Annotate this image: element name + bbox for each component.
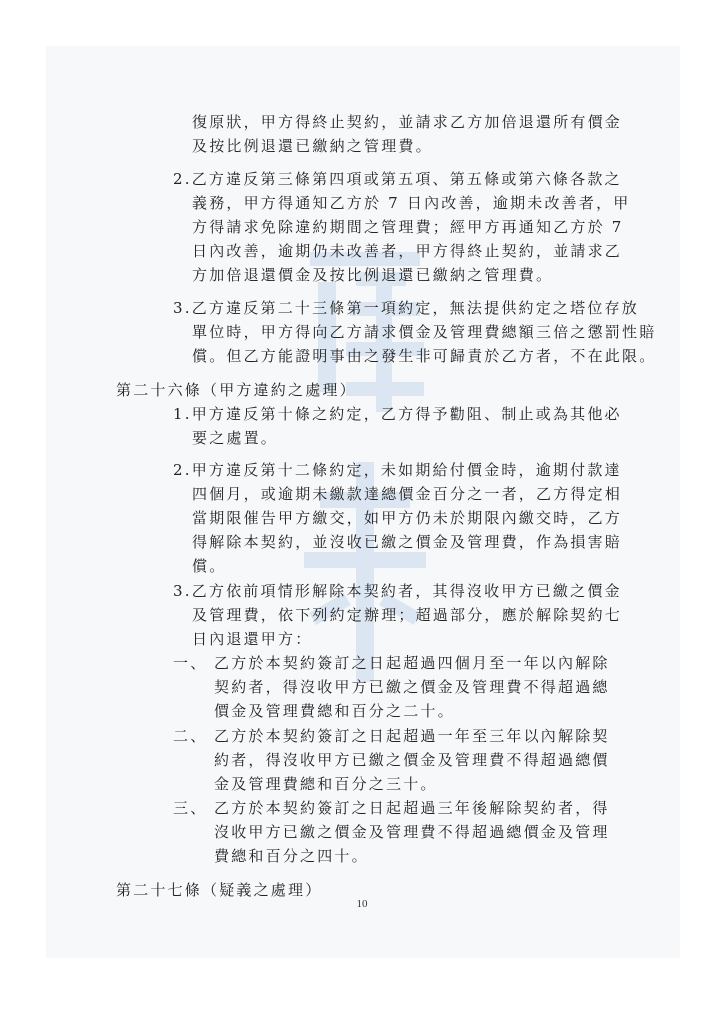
text-line: 方加倍退還價金及按比例退還已繳納之管理費。 <box>192 266 554 284</box>
text-line: 費總和百分之四十。 <box>214 847 369 865</box>
text-line: 四個月，或逾期未繳款達總價金百分之一者，乙方得定相 <box>192 485 623 503</box>
text-line: 得解除本契約，並沒收已繳之價金及管理費，作為損害賠 <box>192 533 623 551</box>
text-line: 沒收甲方已繳之價金及管理費不得超過總價金及管理 <box>214 823 610 841</box>
page-number: 10 <box>356 898 368 910</box>
text-line: 1.甲方違反第十條之約定，乙方得予勸阻、制止或為其他必 <box>173 405 622 423</box>
text-line: 復原狀，甲方得終止契約，並請求乙方加倍退還所有價金 <box>192 113 623 131</box>
text-line: 契約者，得沒收甲方已繳之價金及管理費不得超過總 <box>214 678 610 696</box>
text-line: 乙方於本契約簽訂之日起超過四個月至一年以內解除 <box>214 654 610 672</box>
text-line: 償。但乙方能證明事由之發生非可歸責於乙方者，不在此限。 <box>192 347 657 365</box>
text-line: 日內退還甲方： <box>192 630 313 648</box>
text-line: 方得請求免除違約期間之管理費；經甲方再通知乙方於 7 <box>192 218 624 236</box>
text-line: 第二十七條（疑義之處理） <box>116 881 323 899</box>
text-line: 2.甲方違反第十二條約定，未如期給付價金時，逾期付款達 <box>173 461 622 479</box>
text-line: 二、 <box>173 727 208 745</box>
text-line: 及按比例退還已繳納之管理費。 <box>192 137 433 155</box>
text-line: 約者，得沒收甲方已繳之價金及管理費不得超過總價 <box>214 751 610 769</box>
text-line: 三、 <box>173 799 208 817</box>
text-line: 償。 <box>192 557 227 575</box>
text-line: 第二十六條（甲方違約之處理） <box>116 381 357 399</box>
text-line: 單位時，甲方得向乙方請求價金及管理費總額三倍之懲罰性賠 <box>192 323 657 341</box>
text-line: 一、 <box>173 654 208 672</box>
text-line: 乙方於本契約簽訂之日起超過三年後解除契約者，得 <box>214 799 610 817</box>
text-line: 日內改善，逾期仍未改善者，甲方得終止契約，並請求乙 <box>192 242 623 260</box>
text-line: 要之處置。 <box>192 429 279 447</box>
text-line: 當期限催告甲方繳交，如甲方仍未於期限內繳交時，乙方 <box>192 509 623 527</box>
text-line: 價金及管理費總和百分之二十。 <box>214 702 455 720</box>
text-line: 及管理費，依下列約定辦理；超過部分，應於解除契約七 <box>192 606 623 624</box>
text-line: 金及管理費總和百分之三十。 <box>214 775 438 793</box>
text-line: 2.乙方違反第三條第四項或第五項、第五條或第六條各款之 <box>173 170 622 188</box>
text-line: 義務，甲方得通知乙方於 7 日內改善，逾期未改善者，甲 <box>192 194 631 212</box>
text-line: 3.乙方依前項情形解除本契約者，其得沒收甲方已繳之價金 <box>173 582 622 600</box>
text-line: 3.乙方違反第二十三條第一項約定，無法提供約定之塔位存放 <box>173 299 639 317</box>
text-line: 乙方於本契約簽訂之日起超過一年至三年以內解除契 <box>214 727 610 745</box>
